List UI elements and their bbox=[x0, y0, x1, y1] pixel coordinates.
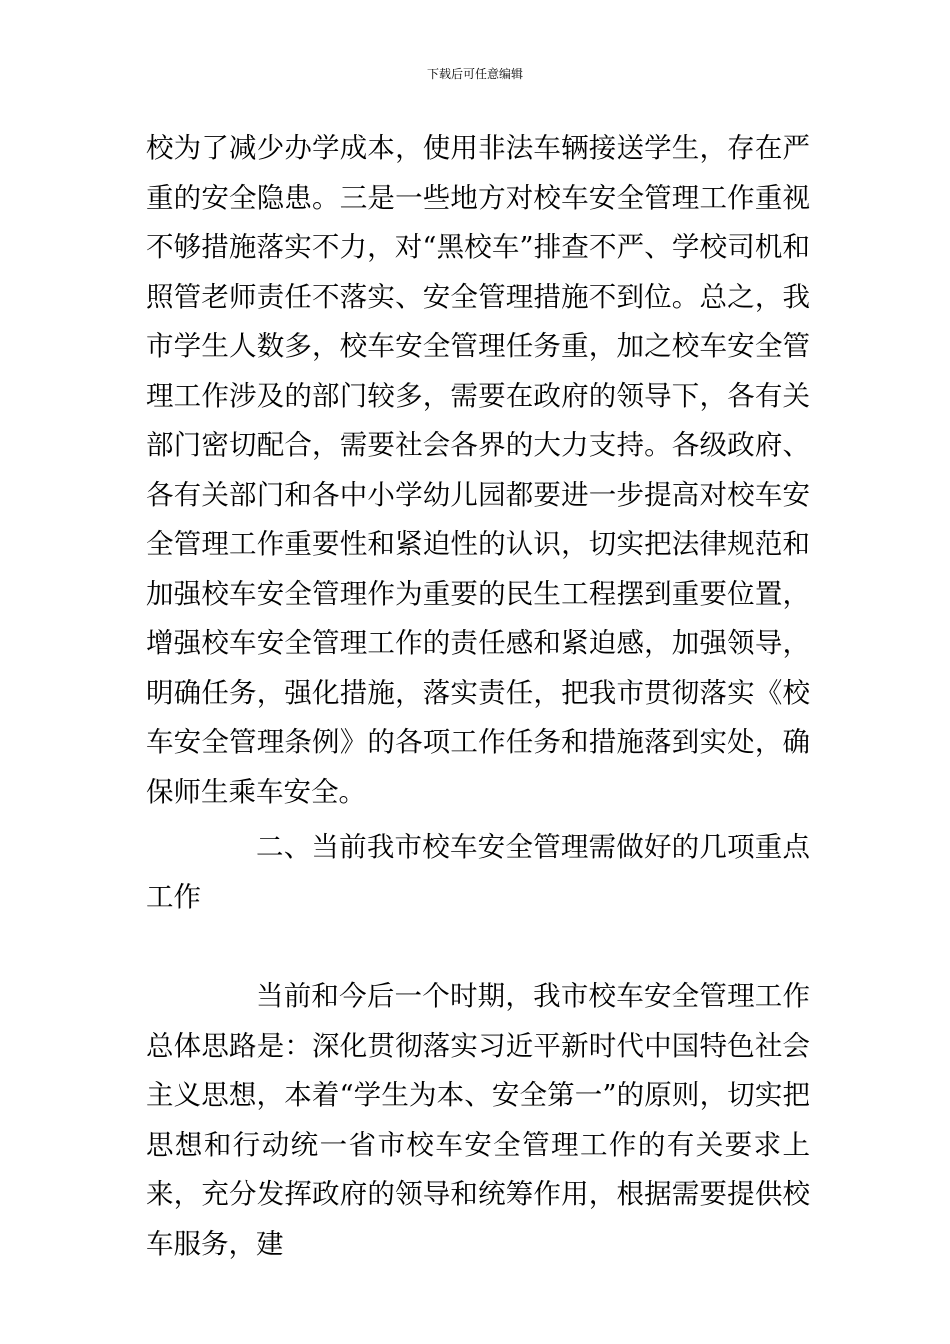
body-paragraph-1: 校为了减少办学成本，使用非法车辆接送学生，存在严重的安全隐患。三是一些地方对校车安全管理工作重视不够措施落实不力，对“黑校车”排查不严、学校司机和照管老师责任不落实、安全管理措施不到位。总之，我市学生人数多，校车安全管理任务重，加之校车安全管理工作涉及的部门较多，需要在政府的领导下，各有关部门密切配合，需要社会各界的大力支持。各级政府、各有关部门和各中小学幼儿园都要进一步提高对校车安全管理工作重要性和紧迫性的认识，切实把法律规范和加强校车安全管理作为重要的民生工程摆到重要位置，增强校车安全管理工作的责任感和紧迫感，加强领导，明确任务，强化措施，落实责任，把我市贯彻落实《校车安全管理条例》的各项工作任务和措施落到实处，确保师生乘车安全。 bbox=[146, 132, 810, 808]
section-heading: 二、当前我市校车安全管理需做好的几项重点工作 bbox=[146, 831, 810, 913]
header-note: 下载后可任意编辑 bbox=[426, 67, 523, 81]
body-paragraph-2: 当前和今后一个时期，我市校车安全管理工作总体思路是：深化贯彻落实习近平新时代中国特色社会主义思想，本着“学生为本、安全第一”的原则，切实把思想和行动统一省市校车安全管理工作的有关要求上来，充分发挥政府的领导和统筹作用，根据需要提供校车服务，建 bbox=[146, 980, 810, 1260]
